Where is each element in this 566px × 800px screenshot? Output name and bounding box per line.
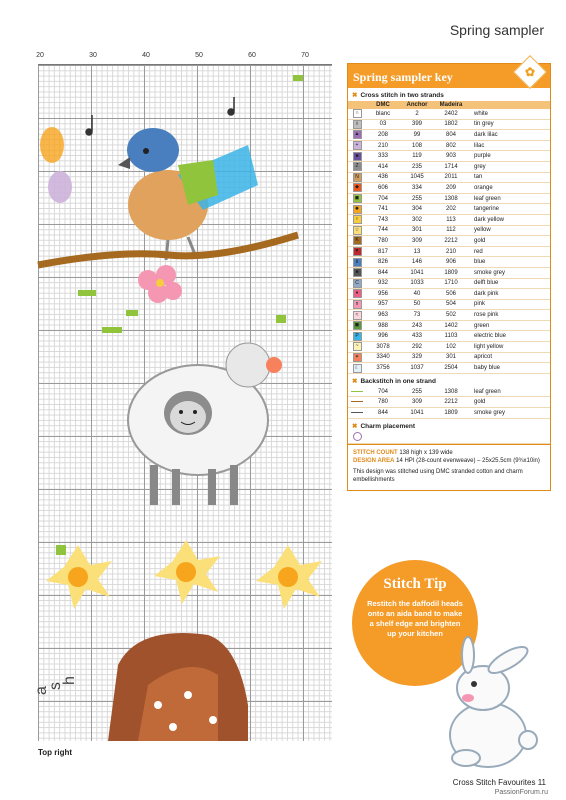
table-row [348,130,550,141]
stitch-info [348,444,550,490]
dmc-code: 826 [366,257,400,268]
madeira-code: 2011 [434,172,468,183]
thread-swatch-icon: ✶ [353,353,362,362]
dmc-code: 844 [366,408,400,419]
dmc-code: 03 [366,119,400,130]
thread-name: delft blue [468,278,550,289]
madeira-code: 112 [434,225,468,236]
thread-name: white [468,109,550,119]
madeira-code: 2402 [434,109,468,119]
table-row [348,246,550,257]
table-row [348,257,550,268]
dmc-code: 963 [366,310,400,321]
ruler-tick: 40 [142,52,150,59]
cross-stitch-heading [348,88,550,101]
dmc-code: 210 [366,140,400,151]
key-title [348,64,550,88]
anchor-code: 2 [400,109,434,119]
thread-name: light yellow [468,342,550,353]
table-row [348,299,550,310]
madeira-code: 1308 [434,193,468,204]
table-row [348,289,550,300]
thread-swatch-icon: ◼ [353,321,362,330]
dmc-code: 780 [366,397,400,408]
thread-name: tin grey [468,119,550,130]
anchor-code: 399 [400,119,434,130]
dmc-code: 333 [366,151,400,162]
sheep-icon [128,343,282,505]
anchor-code: 1033 [400,278,434,289]
table-row [348,408,550,419]
thread-swatch-icon: ♀ [353,215,362,224]
cross-icon: ✖ [352,92,358,99]
flower-icon [138,265,182,303]
thread-swatch-icon: + [353,141,362,150]
anchor-code: 292 [400,342,434,353]
thread-name: rose pink [468,310,550,321]
anchor-code: 50 [400,299,434,310]
thread-swatch-icon: ■ [353,152,362,161]
thread-swatch-icon: ☆ [353,226,362,235]
anchor-code: 73 [400,310,434,321]
backstitch-heading [348,374,550,387]
thread-name: gold [468,397,550,408]
thread-swatch-icon: ♥ [353,247,362,256]
thread-name: leaf green [468,193,550,204]
cross-stitch-table [348,101,550,374]
cross-stitch-chart [33,64,332,741]
dmc-code: 436 [366,172,400,183]
cross-icon: ✖ [352,377,358,385]
madeira-code: 906 [434,257,468,268]
table-header-row [348,101,550,109]
dmc-code: 932 [366,278,400,289]
madeira-code: 1809 [434,408,468,419]
thread-swatch-icon: ◼ [353,194,362,203]
madeira-code: 102 [434,342,468,353]
backstitch-line-icon [351,391,363,392]
table-row [348,267,550,278]
anchor-code: 304 [400,204,434,215]
table-row [348,109,550,119]
anchor-code: 40 [400,289,434,300]
madeira-code: 504 [434,299,468,310]
column-header: Madeira [434,101,468,109]
madeira-code: 1710 [434,278,468,289]
thread-swatch-icon: ☾ [353,364,362,373]
table-row [348,193,550,204]
page-title: Spring sampler [449,22,544,38]
table-row [348,320,550,331]
table-row [348,214,550,225]
chart-section-label: Top right [38,748,73,757]
chart-text-letter: h [61,676,78,685]
thread-swatch-icon: Z [353,162,362,171]
dmc-code: 3756 [366,363,400,374]
anchor-code: 334 [400,183,434,194]
backstitch-heading-text: Backstitch in one strand [360,377,436,385]
thread-swatch-icon: ◊ [353,120,362,129]
thread-swatch-icon: ■ [353,268,362,277]
thread-name: lilac [468,140,550,151]
ruler-tick: 60 [248,52,256,59]
chart-text-letter: s [47,682,64,690]
madeira-code: 1103 [434,331,468,342]
tip-text: Restitch the daffodil heads onto an aida band to make a shelf edge and brighten up your kitchen [367,599,463,638]
column-header: Anchor [400,101,434,109]
madeira-code: 1714 [434,161,468,172]
madeira-code: 1402 [434,320,468,331]
madeira-code: 804 [434,130,468,141]
madeira-code: 903 [434,151,468,162]
anchor-code: 329 [400,352,434,363]
thread-swatch-icon: K [353,236,362,245]
anchor-code: 301 [400,225,434,236]
dmc-code: 956 [366,289,400,300]
bunny-icon [438,640,550,775]
anchor-code: 433 [400,331,434,342]
thread-name: green [468,320,550,331]
table-row [348,161,550,172]
thread-name: grey [468,161,550,172]
thread-swatch-icon: ♦ [353,289,362,298]
dmc-code: 208 [366,130,400,141]
anchor-code: 119 [400,151,434,162]
thread-swatch-icon: Ⅱ [353,258,362,267]
thread-name: leaf green [468,387,550,397]
thread-name: smoke grey [468,408,550,419]
table-row [348,225,550,236]
thread-name: tan [468,172,550,183]
dmc-code: 704 [366,193,400,204]
thread-name: red [468,246,550,257]
thread-swatch-icon: N [353,173,362,182]
charm-icon [353,432,362,441]
charm-heading [348,419,550,432]
backstitch-line-icon [351,401,363,402]
dmc-code: 606 [366,183,400,194]
charm-heading-text: Charm placement [360,422,415,430]
thread-name: gold [468,236,550,247]
madeira-code: 209 [434,183,468,194]
anchor-code: 235 [400,161,434,172]
madeira-code: 301 [434,352,468,363]
madeira-code: 1308 [434,387,468,397]
madeira-code: 802 [434,140,468,151]
dmc-code: 844 [366,267,400,278]
key-title-text: Spring sampler key [353,70,453,84]
backstitch-table [348,387,550,419]
stitch-note: This design was stitched using DMC stranded cotton and charm embellishments [353,468,523,483]
thread-swatch-icon: ✹ [353,205,362,214]
thread-name: electric blue [468,331,550,342]
madeira-code: 2504 [434,363,468,374]
table-row [348,432,550,444]
table-row [348,119,550,130]
thread-swatch-icon: ∩ [353,109,362,118]
column-header: DMC [366,101,400,109]
madeira-code: 1802 [434,119,468,130]
design-area-value: 14 HPI (28-count evenweave) – 25x25.5cm (9¾x10in) [396,457,540,464]
dmc-code: 741 [366,204,400,215]
dmc-code: 414 [366,161,400,172]
ruler-tick: 70 [301,52,309,59]
madeira-code: 502 [434,310,468,321]
madeira-code: 2212 [434,236,468,247]
anchor-code: 13 [400,246,434,257]
madeira-code: 210 [434,246,468,257]
table-row [348,387,550,397]
teapot-icon [108,633,248,741]
anchor-code: 243 [400,320,434,331]
cross-stitch-heading-text: Cross stitch in two strands [360,92,444,99]
table-row [348,310,550,321]
stitch-count-value: 138 high x 139 wide [399,449,453,456]
anchor-code: 1041 [400,408,434,419]
table-row [348,151,550,162]
watermark: PassionForum.ru [494,789,548,796]
thread-name: smoke grey [468,267,550,278]
daffodil-icon [46,540,322,609]
cross-stitch-rows [348,109,550,373]
backstitch-rows [348,387,550,418]
dmc-code: 704 [366,387,400,397]
anchor-code: 309 [400,397,434,408]
dmc-code: 744 [366,225,400,236]
table-row [348,397,550,408]
table-row [348,352,550,363]
daffodil-logo-icon: ✿ [513,55,547,89]
table-row [348,278,550,289]
backstitch-line-icon [351,412,363,413]
anchor-code: 108 [400,140,434,151]
table-row [348,172,550,183]
thread-name: blue [468,257,550,268]
tip-title: Stitch Tip [383,576,447,592]
thread-name: pink [468,299,550,310]
cross-icon: ✖ [352,422,358,430]
anchor-code: 255 [400,193,434,204]
madeira-code: 2212 [434,397,468,408]
thread-name: orange [468,183,550,194]
thread-swatch-icon: ~ [353,342,362,351]
chart-text-letter: a [33,686,50,695]
anchor-code: 99 [400,130,434,141]
table-row [348,342,550,353]
thread-swatch-icon: ▲ [353,130,362,139]
dmc-code: 988 [366,320,400,331]
anchor-code: 146 [400,257,434,268]
anchor-code: 302 [400,214,434,225]
charm-table [348,432,550,444]
bird-icon [118,128,258,260]
anchor-code: 1037 [400,363,434,374]
dmc-code: 996 [366,331,400,342]
dmc-code: 3340 [366,352,400,363]
stitch-count-label: STITCH COUNT [353,449,398,456]
table-row [348,363,550,374]
thread-name: dark lilac [468,130,550,141]
thread-swatch-icon: ◆ [353,183,362,192]
madeira-code: 1809 [434,267,468,278]
dmc-code: 957 [366,299,400,310]
key-panel [347,63,551,491]
dmc-code: 780 [366,236,400,247]
butterfly-icon [40,127,72,203]
anchor-code: 309 [400,236,434,247]
thread-swatch-icon: ≈ [353,311,362,320]
thread-swatch-icon: P [353,332,362,341]
dmc-code: blanc [366,109,400,119]
thread-name: purple [468,151,550,162]
table-row [348,331,550,342]
thread-name: apricot [468,352,550,363]
dmc-code: 817 [366,246,400,257]
ruler-tick: 20 [36,52,44,59]
page-footer: Cross Stitch Favourites 11 [452,778,546,787]
madeira-code: 113 [434,214,468,225]
design-area-label: DESIGN AREA [353,457,395,464]
anchor-code: 1041 [400,267,434,278]
table-row [348,236,550,247]
table-row [348,183,550,194]
table-row [348,140,550,151]
madeira-code: 506 [434,289,468,300]
thread-swatch-icon: ¤ [353,300,362,309]
thread-swatch-icon: С [353,279,362,288]
thread-name: yellow [468,225,550,236]
dmc-code: 743 [366,214,400,225]
chart-illustration [33,65,332,741]
dmc-code: 3078 [366,342,400,353]
ruler-tick: 50 [195,52,203,59]
thread-name: dark yellow [468,214,550,225]
thread-name: baby blue [468,363,550,374]
anchor-code: 255 [400,387,434,397]
table-row [348,204,550,215]
thread-name: tangerine [468,204,550,215]
ruler-tick: 30 [89,52,97,59]
thread-name: dark pink [468,289,550,300]
madeira-code: 202 [434,204,468,215]
anchor-code: 1045 [400,172,434,183]
